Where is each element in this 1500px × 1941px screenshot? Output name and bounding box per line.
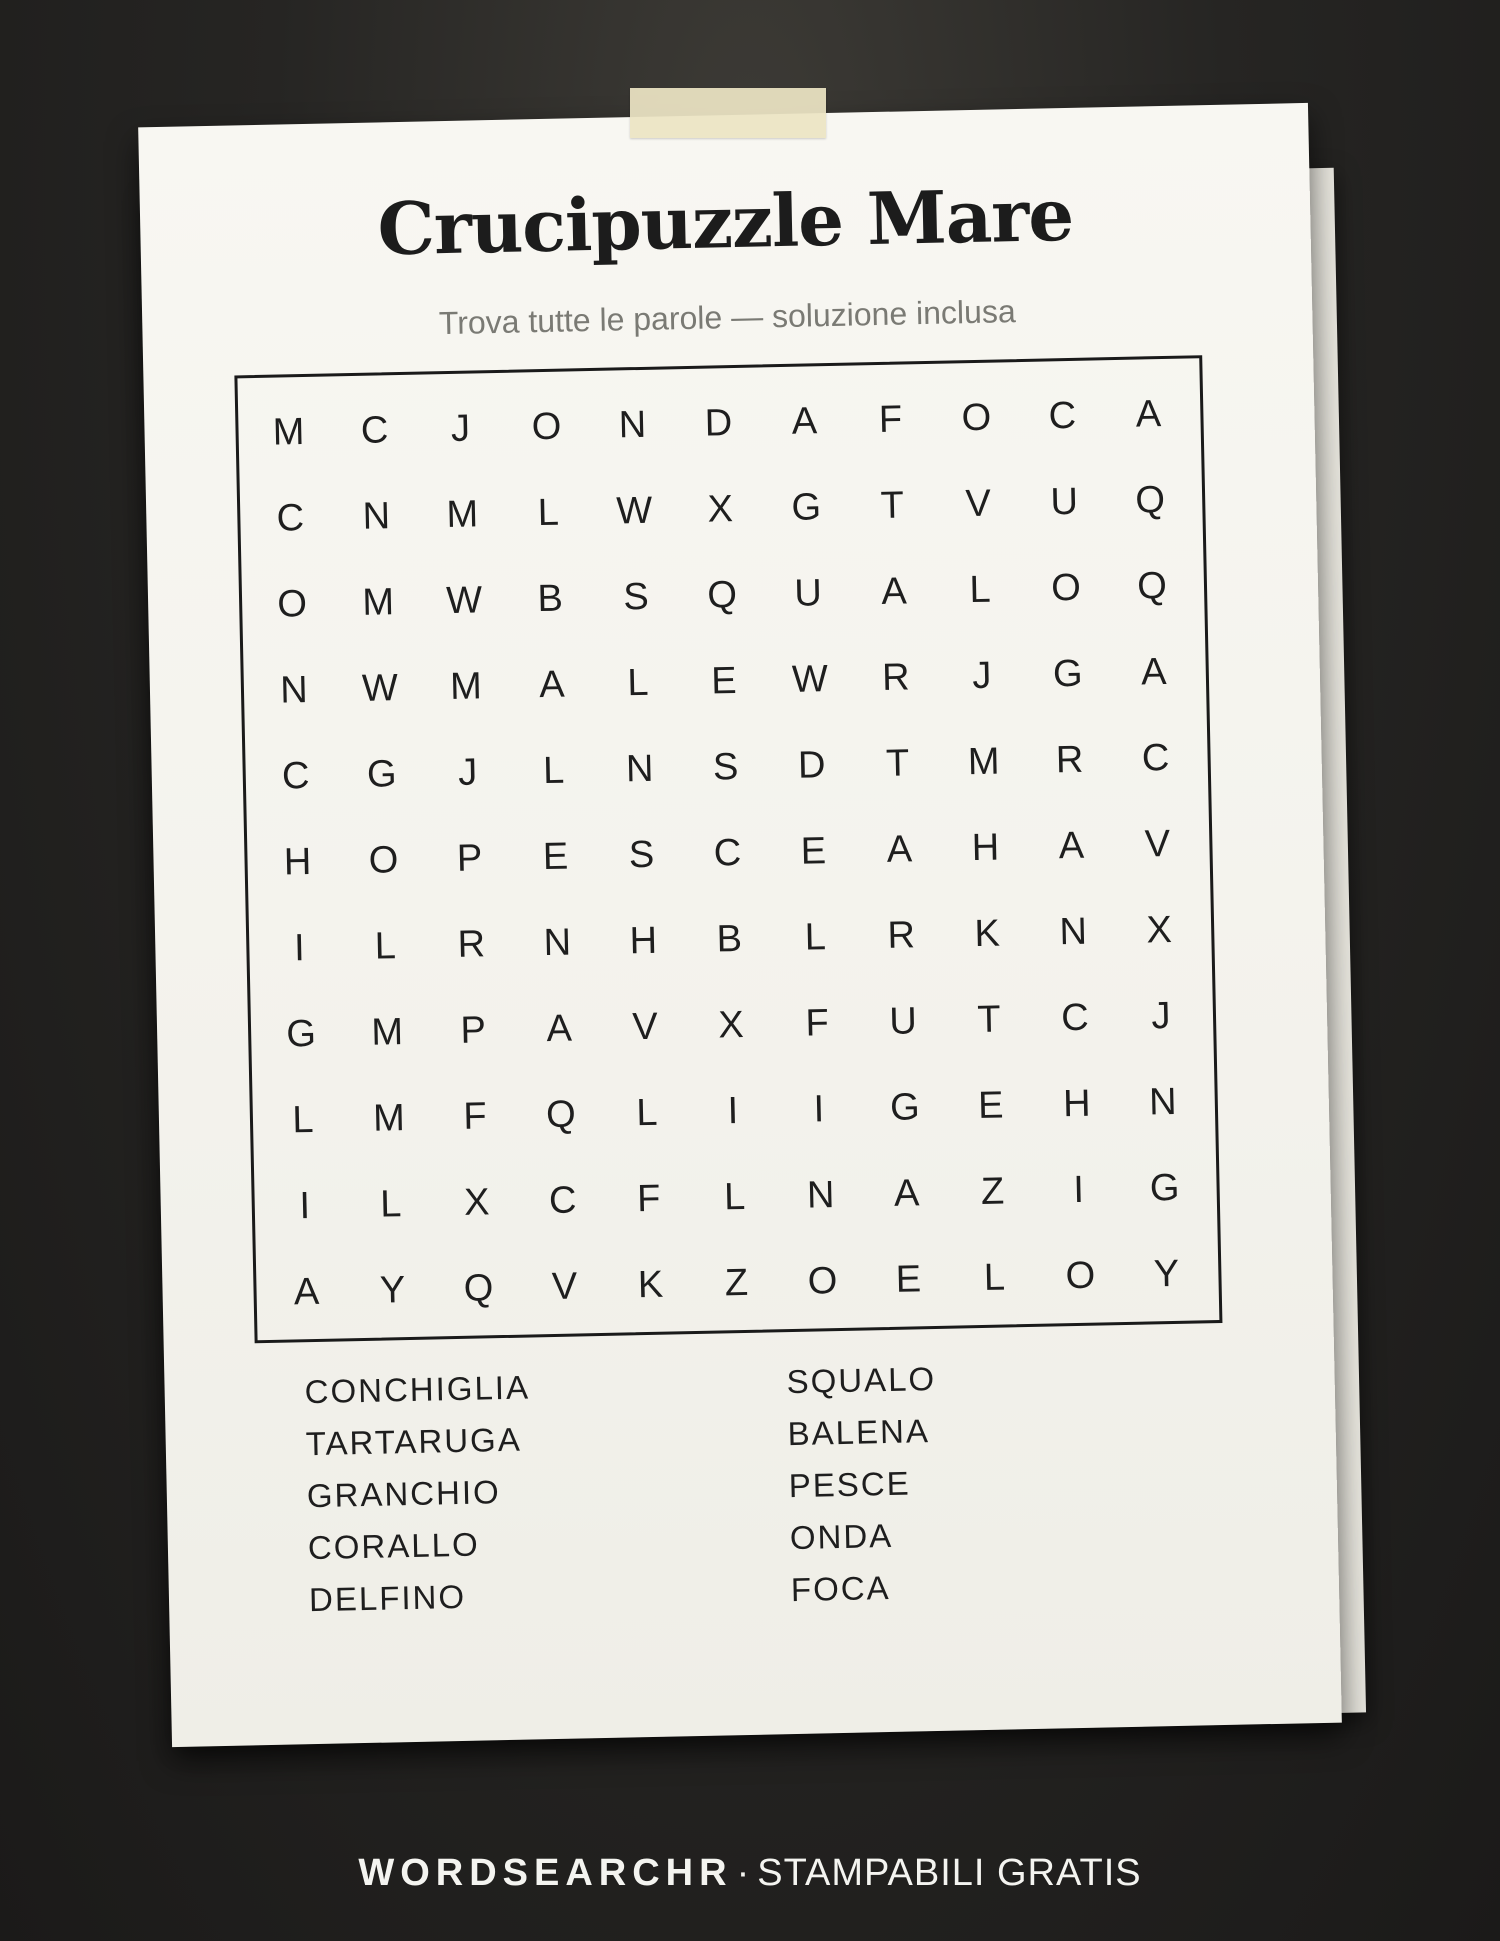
grid-cell[interactable]: L xyxy=(804,915,827,959)
grid-cell[interactable]: L xyxy=(635,1091,658,1134)
grid-cell[interactable]: I xyxy=(293,926,306,969)
grid-cell[interactable]: Q xyxy=(463,1266,494,1310)
grid-cell[interactable]: J xyxy=(450,407,471,450)
grid-cell[interactable]: Z xyxy=(724,1261,749,1304)
letter-grid-frame xyxy=(234,355,1222,1343)
page-subtitle: Trova tutte le parole — soluzione inclusa xyxy=(438,293,1017,342)
grid-cell[interactable]: A xyxy=(1135,392,1162,436)
tape-strip xyxy=(630,88,826,138)
grid-cell[interactable]: H xyxy=(629,919,658,962)
grid-cell[interactable]: H xyxy=(283,840,312,884)
grid-cell[interactable]: G xyxy=(889,1085,921,1129)
word-list-item: FOCA xyxy=(790,1568,891,1609)
grid-cell[interactable]: C xyxy=(1048,394,1077,437)
grid-cell[interactable]: X xyxy=(1146,908,1173,951)
grid-cell[interactable]: C xyxy=(1060,996,1090,1039)
grid-cell[interactable]: G xyxy=(1052,652,1084,695)
grid-cell[interactable]: L xyxy=(379,1182,402,1226)
grid-cell[interactable]: M xyxy=(272,410,305,454)
grid-cell[interactable]: S xyxy=(712,745,739,789)
grid-cell[interactable]: C xyxy=(713,831,742,875)
grid-cell[interactable]: O xyxy=(961,396,992,439)
grid-cell[interactable]: I xyxy=(1072,1168,1085,1211)
grid-cell[interactable]: M xyxy=(370,1010,404,1054)
footer-brand: WORDSEARCHR xyxy=(358,1852,733,1894)
grid-cell[interactable]: K xyxy=(974,912,1001,955)
grid-cell[interactable]: N xyxy=(806,1173,835,1217)
grid-cell[interactable]: C xyxy=(1141,736,1170,780)
grid-cell[interactable]: D xyxy=(797,743,826,787)
grid-cell[interactable]: L xyxy=(291,1098,314,1141)
grid-cell[interactable]: F xyxy=(636,1177,661,1220)
grid-cell[interactable]: F xyxy=(878,397,903,441)
grid-cell[interactable]: N xyxy=(279,668,309,712)
grid-cell[interactable]: D xyxy=(704,401,733,445)
grid-cell[interactable]: P xyxy=(456,836,483,880)
grid-cell[interactable]: I xyxy=(299,1184,311,1227)
grid-cell[interactable]: A xyxy=(1140,650,1167,694)
word-list-item: ONDA xyxy=(789,1516,894,1557)
grid-cell[interactable]: R xyxy=(881,655,910,699)
grid-cell[interactable]: E xyxy=(800,829,827,873)
grid-cell[interactable]: U xyxy=(1050,480,1079,523)
grid-cell[interactable]: L xyxy=(723,1175,746,1218)
grid-cell[interactable]: U xyxy=(793,571,823,615)
grid-cell[interactable]: G xyxy=(1149,1166,1180,1209)
grid-cell[interactable]: N xyxy=(543,921,572,964)
grid-cell[interactable]: T xyxy=(885,741,910,785)
grid-cell[interactable]: V xyxy=(631,1005,659,1048)
word-list-item: CORALLO xyxy=(307,1525,481,1567)
grid-cell[interactable]: W xyxy=(361,666,399,710)
grid-cell[interactable]: Q xyxy=(706,573,738,617)
page-title: Crucipuzzle Mare xyxy=(376,171,1074,272)
grid-cell[interactable]: L xyxy=(626,661,649,704)
grid-cell[interactable]: J xyxy=(971,654,992,697)
grid-cell[interactable]: F xyxy=(462,1094,487,1138)
grid-cell[interactable]: R xyxy=(887,913,916,957)
grid-cell[interactable]: O xyxy=(276,582,308,626)
grid-cell[interactable]: W xyxy=(615,489,653,532)
grid-cell[interactable]: M xyxy=(361,580,395,624)
grid-cell[interactable]: M xyxy=(449,664,483,708)
grid-cell[interactable]: A xyxy=(886,827,913,871)
grid-cell[interactable]: S xyxy=(622,575,650,618)
grid-cell[interactable]: V xyxy=(551,1264,578,1308)
word-list-item: BALENA xyxy=(787,1412,931,1453)
grid-cell[interactable]: G xyxy=(791,485,822,529)
word-list-item: PESCE xyxy=(788,1464,911,1505)
puzzle-sheet xyxy=(138,103,1342,1747)
word-list-item: TARTARUGA xyxy=(305,1420,523,1463)
grid-cell[interactable]: T xyxy=(880,483,905,527)
grid-cell[interactable]: O xyxy=(1050,566,1082,609)
word-list xyxy=(304,1347,1210,1646)
grid-cell[interactable]: F xyxy=(805,1001,830,1045)
grid-cell[interactable]: Q xyxy=(545,1092,577,1136)
grid-cell[interactable]: L xyxy=(542,749,565,792)
word-list-item: GRANCHIO xyxy=(306,1473,502,1515)
grid-cell[interactable]: A xyxy=(791,399,818,443)
grid-cell[interactable]: M xyxy=(967,740,1000,783)
word-list-item: CONCHIGLIA xyxy=(304,1368,531,1411)
grid-cell[interactable]: M xyxy=(446,492,479,536)
grid-cell[interactable]: V xyxy=(965,482,992,525)
grid-cell[interactable]: Q xyxy=(1134,478,1166,522)
grid-cell[interactable]: A xyxy=(1058,824,1085,867)
grid-cell[interactable]: C xyxy=(548,1178,577,1222)
grid-cell[interactable]: N xyxy=(1148,1080,1177,1123)
footer-tagline: STAMPABILI GRATIS xyxy=(757,1852,1142,1894)
grid-cell[interactable]: L xyxy=(969,568,992,611)
footer-separator: · xyxy=(736,1852,750,1894)
word-list-right-column xyxy=(786,1347,1211,1616)
grid-cell[interactable]: X xyxy=(717,1003,745,1046)
grid-cell[interactable]: L xyxy=(374,924,397,968)
grid-cell[interactable]: X xyxy=(463,1180,490,1224)
grid-cell[interactable]: R xyxy=(1055,738,1084,781)
grid-cell[interactable]: G xyxy=(285,1012,317,1056)
grid-cell[interactable]: E xyxy=(710,659,737,703)
grid-cell[interactable]: R xyxy=(457,922,486,966)
grid-cell[interactable]: L xyxy=(983,1256,1006,1299)
grid-cell[interactable]: K xyxy=(637,1263,664,1306)
grid-cell[interactable]: B xyxy=(716,917,743,960)
grid-cell[interactable]: A xyxy=(545,1007,573,1050)
grid-cell[interactable]: L xyxy=(537,491,560,534)
word-list-left-column xyxy=(304,1357,729,1626)
grid-cell[interactable]: A xyxy=(538,663,566,706)
grid-cell[interactable]: U xyxy=(888,999,918,1043)
grid-cell[interactable]: O xyxy=(531,405,562,448)
grid-cell[interactable]: J xyxy=(457,750,478,794)
grid-cell[interactable]: A xyxy=(293,1270,320,1313)
grid-cell[interactable]: E xyxy=(895,1257,922,1301)
grid-cell[interactable]: E xyxy=(542,835,569,878)
grid-cell[interactable]: A xyxy=(880,569,908,613)
letter-grid xyxy=(245,370,1211,1336)
grid-cell[interactable]: N xyxy=(1059,910,1088,953)
grid-cell[interactable]: W xyxy=(445,578,483,622)
grid-cell[interactable]: Q xyxy=(1136,564,1168,608)
grid-cell[interactable]: G xyxy=(366,752,397,796)
grid-cell[interactable]: S xyxy=(628,833,655,876)
grid-cell[interactable]: X xyxy=(707,487,734,531)
grid-cell[interactable]: T xyxy=(976,998,1002,1041)
grid-cell[interactable]: I xyxy=(813,1087,825,1130)
grid-cell[interactable]: M xyxy=(372,1096,406,1140)
grid-cell[interactable]: J xyxy=(1151,994,1171,1037)
grid-cell[interactable]: C xyxy=(276,496,305,540)
grid-cell[interactable]: N xyxy=(618,403,647,446)
grid-cell[interactable]: P xyxy=(460,1008,487,1052)
grid-cell[interactable]: B xyxy=(536,577,564,620)
grid-cell[interactable]: A xyxy=(893,1171,920,1215)
footer xyxy=(0,1852,1500,1895)
grid-cell[interactable]: O xyxy=(368,838,399,882)
grid-cell[interactable]: H xyxy=(971,826,1000,869)
grid-cell[interactable]: C xyxy=(360,408,389,452)
grid-cell[interactable]: O xyxy=(1065,1254,1096,1297)
grid-cell[interactable]: N xyxy=(362,494,391,538)
grid-cell[interactable]: C xyxy=(281,754,310,798)
grid-cell[interactable]: Y xyxy=(379,1268,406,1312)
grid-cell[interactable]: Y xyxy=(1153,1252,1180,1295)
grid-cell[interactable]: Z xyxy=(980,1170,1005,1213)
grid-cell[interactable]: N xyxy=(625,747,654,790)
word-list-item: DELFINO xyxy=(308,1577,467,1619)
word-list-item: SQUALO xyxy=(786,1359,937,1401)
grid-cell[interactable]: H xyxy=(1062,1082,1091,1125)
grid-cell[interactable]: W xyxy=(791,657,829,701)
grid-cell[interactable]: O xyxy=(807,1259,838,1303)
grid-cell[interactable]: E xyxy=(977,1084,1004,1127)
grid-cell[interactable]: I xyxy=(727,1089,739,1132)
grid-cell[interactable]: V xyxy=(1144,822,1171,866)
